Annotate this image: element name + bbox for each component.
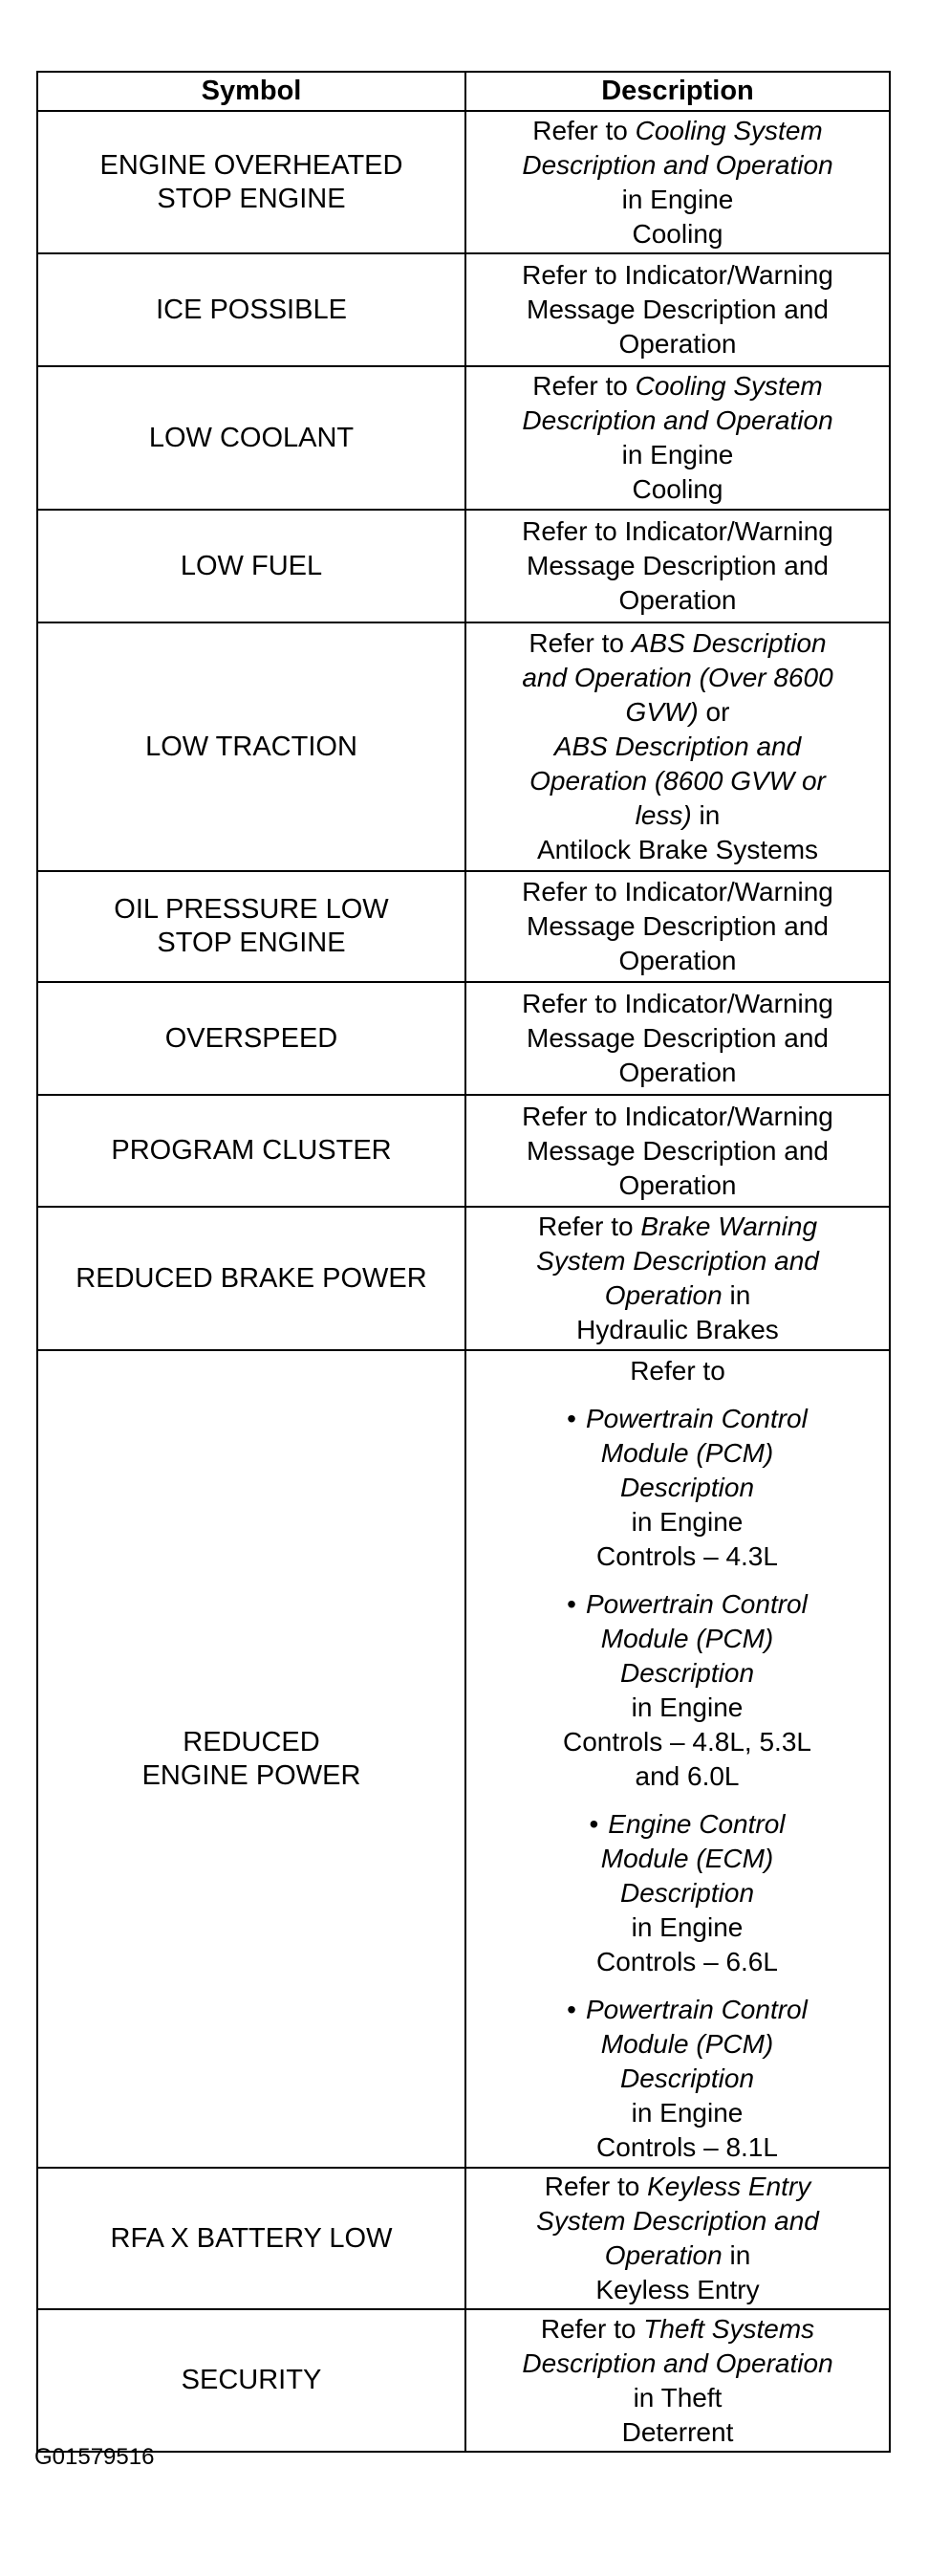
- description-line: [474, 764, 881, 798]
- description-line: [474, 1100, 881, 1134]
- reference-title: Description and Operation: [522, 405, 833, 435]
- description-line: [493, 1402, 881, 1436]
- description-line: [474, 217, 881, 251]
- description-line: [493, 1539, 881, 1574]
- reference-list-item: [474, 1402, 881, 1574]
- description-line: [474, 626, 881, 661]
- reference-list-item: [474, 1587, 881, 1794]
- description-line: [493, 2096, 881, 2130]
- description-text: Deterrent: [621, 2416, 734, 2447]
- reference-title: Operation: [604, 2240, 723, 2270]
- table-row: [37, 2168, 890, 2309]
- symbol-cell: [37, 510, 465, 622]
- symbol-text: STOP ENGINE: [157, 183, 346, 214]
- description-line: [474, 1056, 881, 1090]
- table-row: [37, 2309, 890, 2452]
- description-text: Operation: [618, 946, 737, 975]
- reference-title: Cooling System: [635, 115, 823, 145]
- description-line: [493, 1759, 881, 1794]
- reference-title: Description: [619, 1657, 755, 1688]
- table-row: [37, 111, 890, 253]
- description-text: in: [691, 800, 721, 830]
- description-text: Controls – 4.8L, 5.3L: [563, 1726, 811, 1757]
- description-line: [474, 2347, 881, 2381]
- description-line: [493, 1993, 881, 2027]
- description-line: [474, 661, 881, 695]
- description-text: in Engine: [631, 1692, 744, 1722]
- description-text: and 6.0L: [635, 1760, 740, 1791]
- description-line: [474, 114, 881, 148]
- description-line: [474, 148, 881, 183]
- description-line: [474, 369, 881, 404]
- bullet-icon: •: [567, 1994, 576, 2024]
- description-line: [474, 2273, 881, 2307]
- description-text: in Engine: [631, 1506, 744, 1537]
- description-line: [474, 730, 881, 764]
- description-text: Cooling: [632, 218, 723, 249]
- symbol-text: LOW TRACTION: [145, 731, 357, 762]
- description-line: [493, 1725, 881, 1759]
- description-line: [493, 1807, 881, 1842]
- description-text: Controls – 4.3L: [596, 1540, 778, 1571]
- description-text: Message Description and: [527, 1135, 829, 1166]
- description-cell: [465, 111, 890, 253]
- symbol-text: OVERSPEED: [164, 1022, 338, 1054]
- table-row: [37, 366, 890, 510]
- reference-list-item: [474, 1807, 881, 1979]
- description-line: [474, 472, 881, 507]
- description-line: [493, 1436, 881, 1471]
- table-row: [37, 622, 890, 871]
- symbol-text: STOP ENGINE: [157, 928, 346, 958]
- symbol-text: ENGINE POWER: [141, 1759, 361, 1791]
- description-cell: [465, 2168, 890, 2309]
- reference-title: Operation (8600 GVW or: [529, 766, 826, 796]
- description-text: in Engine: [631, 1911, 744, 1942]
- description-line: [474, 327, 881, 361]
- description-line: [493, 1622, 881, 1656]
- description-cell: [465, 982, 890, 1095]
- symbol-cell: [37, 253, 465, 366]
- description-text: in Engine: [621, 440, 734, 469]
- description-line: [493, 1691, 881, 1725]
- reference-title: Module (PCM): [600, 1437, 774, 1468]
- bullet-icon: •: [567, 1588, 576, 1619]
- description-text: in: [722, 2240, 751, 2270]
- description-line: [474, 2312, 881, 2347]
- reference-title: Description: [619, 1877, 755, 1908]
- symbol-text: LOW FUEL: [180, 550, 323, 581]
- description-text: in Engine: [621, 184, 734, 214]
- description-text: Message Description and: [527, 911, 829, 941]
- reference-title: System Description and: [536, 2206, 819, 2236]
- description-text: Refer to: [529, 628, 632, 658]
- description-line: [474, 833, 881, 867]
- reference-title: Description: [619, 2063, 755, 2093]
- table-row: [37, 1350, 890, 2168]
- description-text: Operation: [618, 585, 737, 615]
- table-row: [37, 871, 890, 982]
- description-text: in Engine: [631, 2097, 744, 2128]
- description-line: [474, 987, 881, 1021]
- message-table: [36, 71, 891, 2453]
- description-line: [474, 583, 881, 618]
- description-text: Operation: [618, 1169, 737, 1200]
- description-text: Operation: [618, 329, 737, 359]
- description-line: [474, 2238, 881, 2273]
- description-text: Refer to Indicator/Warning: [522, 260, 833, 290]
- reference-title: less): [635, 800, 692, 830]
- description-line: [474, 258, 881, 293]
- description-line: [474, 1134, 881, 1168]
- description-line: [474, 514, 881, 549]
- description-line: [493, 2027, 881, 2062]
- description-line: [493, 1842, 881, 1876]
- description-line: [474, 1278, 881, 1313]
- description-text: Keyless Entry: [595, 2275, 760, 2304]
- symbol-text: LOW COOLANT: [148, 422, 355, 453]
- symbol-column-header: Symbol: [37, 72, 465, 111]
- description-line: [474, 798, 881, 833]
- bullet-icon: •: [589, 1808, 599, 1839]
- reference-title: Powertrain Control: [585, 1588, 808, 1619]
- description-line: [474, 1021, 881, 1056]
- description-text: or: [698, 697, 730, 727]
- table-row: [37, 982, 890, 1095]
- reference-title: Powertrain Control: [585, 1994, 808, 2024]
- description-cell: [465, 1350, 890, 2168]
- table-row: [37, 1095, 890, 1207]
- description-cell: [465, 622, 890, 871]
- description-text: Refer to Indicator/Warning: [522, 989, 833, 1018]
- bullet-icon: •: [567, 1403, 576, 1433]
- description-text: Cooling: [632, 474, 723, 504]
- description-line: [493, 1505, 881, 1539]
- description-line: [493, 1656, 881, 1691]
- description-cell: [465, 253, 890, 366]
- description-line: [474, 944, 881, 978]
- description-text: Refer to Indicator/Warning: [522, 516, 833, 546]
- description-cell: [465, 871, 890, 982]
- reference-title: System Description and: [536, 1246, 819, 1276]
- table-row: [37, 510, 890, 622]
- reference-list-item: [474, 1993, 881, 2165]
- reference-title: ABS Description and: [553, 731, 802, 761]
- description-line: [474, 1313, 881, 1347]
- description-text: Antilock Brake Systems: [536, 835, 819, 864]
- description-line: [474, 1244, 881, 1278]
- description-text: Operation: [618, 1058, 737, 1087]
- description-intro: Refer to: [630, 1355, 725, 1386]
- symbol-text: SECURITY: [181, 2365, 322, 2395]
- symbol-text: REDUCED BRAKE POWER: [76, 1262, 427, 1294]
- description-cell: [465, 2309, 890, 2452]
- header-row: [37, 72, 890, 111]
- description-line: [493, 2130, 881, 2165]
- description-cell: [465, 366, 890, 510]
- description-line: [474, 695, 881, 730]
- description-line: [493, 1945, 881, 1979]
- description-line: [474, 2381, 881, 2415]
- reference-title: Powertrain Control: [585, 1403, 808, 1433]
- description-cell: [465, 1207, 890, 1350]
- description-line: [474, 875, 881, 909]
- description-text: Refer to: [544, 2172, 648, 2201]
- description-column-header: Description: [465, 72, 890, 111]
- table-row: [37, 1207, 890, 1350]
- description-line: [493, 1471, 881, 1505]
- description-line: [474, 404, 881, 438]
- description-text: Controls – 8.1L: [596, 2131, 778, 2162]
- reference-title: Module (PCM): [600, 1623, 774, 1653]
- symbol-cell: [37, 622, 465, 871]
- reference-title: and Operation (Over 8600: [522, 663, 833, 692]
- reference-list: [474, 1402, 881, 2165]
- description-text: Controls – 6.6L: [596, 1946, 778, 1976]
- reference-title: Description: [619, 1472, 755, 1502]
- symbol-text: ENGINE OVERHEATED: [99, 149, 403, 181]
- reference-title: Theft Systems: [643, 2313, 815, 2344]
- symbol-cell: [37, 2309, 465, 2452]
- description-text: Refer to: [532, 371, 636, 401]
- reference-title: GVW): [625, 697, 699, 727]
- description-text: in Theft: [633, 2382, 723, 2412]
- symbol-text: PROGRAM CLUSTER: [111, 1135, 392, 1166]
- reference-title: Module (PCM): [600, 2028, 774, 2059]
- description-text: Message Description and: [527, 295, 829, 324]
- symbol-cell: [37, 1095, 465, 1207]
- symbol-cell: [37, 111, 465, 253]
- description-line: [474, 2204, 881, 2238]
- description-text: Hydraulic Brakes: [576, 1315, 779, 1344]
- description-text: Refer to: [532, 115, 636, 145]
- reference-title: ABS Description: [631, 628, 827, 658]
- symbol-cell: [37, 982, 465, 1095]
- reference-title: Brake Warning: [640, 1212, 818, 1241]
- description-line: [474, 549, 881, 583]
- description-line: [493, 1587, 881, 1622]
- symbol-text: ICE POSSIBLE: [156, 294, 347, 325]
- description-cell: [465, 510, 890, 622]
- figure-id: G01579516: [34, 2444, 155, 2470]
- reference-title: Operation: [604, 1280, 723, 1310]
- description-text: Refer to Indicator/Warning: [522, 1101, 833, 1131]
- description-line: [474, 1168, 881, 1203]
- table-row: [37, 253, 890, 366]
- description-line: [474, 2170, 881, 2204]
- description-text: Message Description and: [527, 1023, 829, 1053]
- symbol-cell: [37, 1207, 465, 1350]
- symbol-text: OIL PRESSURE LOW: [114, 894, 389, 925]
- description-line: [474, 909, 881, 944]
- description-line: [493, 1910, 881, 1945]
- description-cell: [465, 1095, 890, 1207]
- symbol-cell: [37, 2168, 465, 2309]
- table-body: [37, 111, 890, 2452]
- description-line: [493, 2062, 881, 2096]
- description-text: Refer to Indicator/Warning: [522, 877, 833, 906]
- reference-title: Cooling System: [635, 371, 823, 401]
- description-line: [474, 1210, 881, 1244]
- description-text: Refer to: [537, 1212, 641, 1241]
- reference-title: Keyless Entry: [647, 2172, 811, 2201]
- symbol-cell: [37, 1350, 465, 2168]
- description-line: [474, 438, 881, 472]
- description-text: Message Description and: [527, 551, 829, 580]
- symbol-cell: [37, 366, 465, 510]
- reference-title: Module (ECM): [600, 1843, 774, 1873]
- description-line: [474, 293, 881, 327]
- description-text: Refer to: [540, 2313, 644, 2344]
- symbol-text: REDUCED: [183, 1726, 320, 1757]
- symbol-cell: [37, 871, 465, 982]
- description-line: [474, 183, 881, 217]
- reference-title: Description and Operation: [522, 2347, 833, 2378]
- reference-title: Description and Operation: [522, 149, 833, 180]
- description-text: in: [722, 1280, 751, 1310]
- symbol-text: RFA X BATTERY LOW: [110, 2222, 393, 2254]
- description-line: [474, 2415, 881, 2450]
- description-line: [493, 1876, 881, 1910]
- reference-title: Engine Control: [608, 1808, 786, 1839]
